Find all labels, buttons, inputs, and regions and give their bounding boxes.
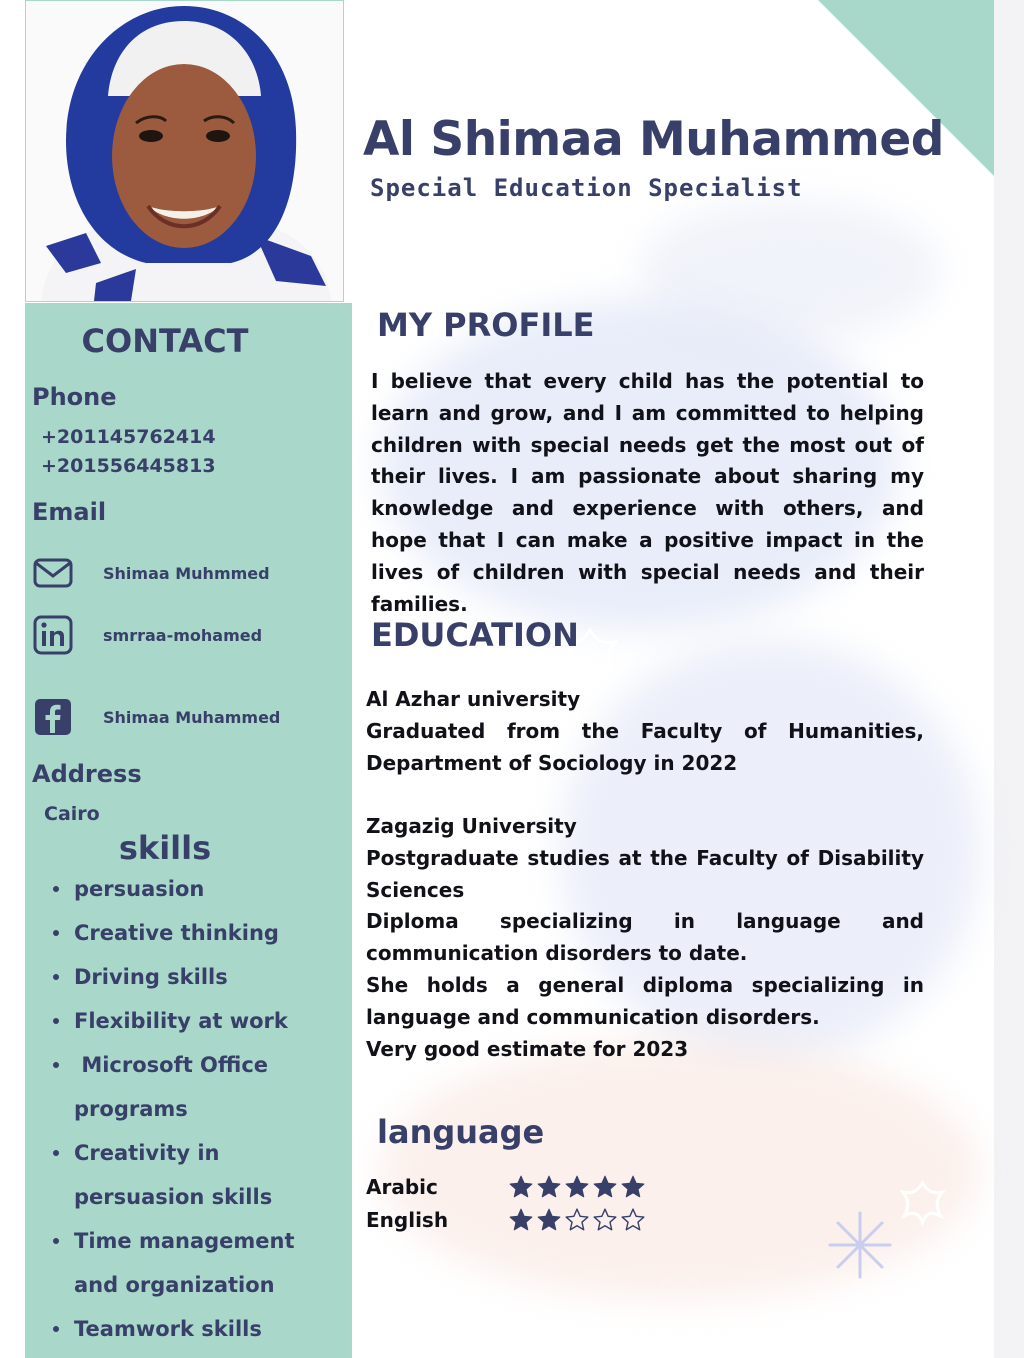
profile-text: I believe that every child has the potential to learn and grow, and I am committed to helping children with special needs get the most out of their lives. I am passionate about sharing my knowledge and experience with others, and hope that I can make a positive impact in the lives of children with special needs and their families. xyxy=(371,369,924,616)
skills-list xyxy=(40,867,340,1351)
skills-heading: skills xyxy=(118,829,212,867)
email-label: Email xyxy=(32,498,107,526)
star-filled-icon xyxy=(620,1174,646,1200)
linkedin-text: smrraa-mohamed xyxy=(103,625,263,645)
language-name: English xyxy=(366,1208,449,1232)
star-empty-icon xyxy=(564,1207,590,1233)
education-entry xyxy=(366,811,924,1065)
education-detail: She holds a general diploma specializing in language and communication disorders. xyxy=(366,972,924,1029)
education-heading: EDUCATION xyxy=(371,616,579,654)
list-item: Driving skills xyxy=(40,955,340,999)
list-item: Microsoft Office programs xyxy=(40,1043,340,1131)
person-name: Al Shimaa Muhammed xyxy=(363,112,944,167)
star-filled-icon xyxy=(508,1207,534,1233)
star-filled-icon xyxy=(536,1174,562,1200)
star-rating xyxy=(508,1174,646,1200)
education-detail: Graduated from the Faculty of Humanities, Department of Sociology in 2022 xyxy=(366,718,924,775)
list-item: Teamwork skills xyxy=(40,1307,340,1351)
facebook-icon xyxy=(32,696,74,738)
language-name: Arabic xyxy=(366,1175,438,1199)
list-item: Time management and organization xyxy=(40,1219,340,1307)
address-label: Address xyxy=(32,760,142,788)
address-value: Cairo xyxy=(44,803,100,825)
watercolor-wash xyxy=(640,200,940,340)
phone-label: Phone xyxy=(32,383,117,411)
star-empty-icon xyxy=(620,1207,646,1233)
list-item: Creativity in persuasion skills xyxy=(40,1131,340,1219)
linkedin-item[interactable] xyxy=(32,615,263,655)
linkedin-icon xyxy=(32,614,74,656)
star-empty-icon xyxy=(592,1207,618,1233)
page-margin xyxy=(994,0,1024,1358)
language-heading: language xyxy=(377,1113,545,1151)
language-row xyxy=(366,1174,646,1200)
star-filled-icon xyxy=(592,1174,618,1200)
education-detail: Diploma specializing in language and communication disorders to date. xyxy=(366,909,924,966)
flower-doodle-icon xyxy=(895,1175,950,1230)
profile-heading: MY PROFILE xyxy=(377,306,595,344)
contact-heading: CONTACT xyxy=(81,322,249,360)
list-item: Creative thinking xyxy=(40,911,340,955)
phone-number[interactable]: +201556445813 xyxy=(41,455,216,477)
email-item[interactable] xyxy=(32,553,270,593)
list-item: persuasion xyxy=(40,867,340,911)
star-rating xyxy=(508,1207,646,1233)
school-name: Al Azhar university xyxy=(366,687,581,711)
star-filled-icon xyxy=(564,1174,590,1200)
email-text: Shimaa Muhmmed xyxy=(103,563,270,583)
education-entry xyxy=(366,684,924,779)
job-title: Special Education Specialist xyxy=(370,174,803,202)
envelope-icon xyxy=(32,552,74,594)
phone-number[interactable]: +201145762414 xyxy=(41,426,216,448)
profile-photo xyxy=(25,0,344,302)
school-name: Zagazig University xyxy=(366,814,577,838)
list-item: Flexibility at work xyxy=(40,999,340,1043)
facebook-text: Shimaa Muhammed xyxy=(103,707,281,727)
education-detail: Postgraduate studies at the Faculty of Disability Sciences xyxy=(366,845,924,902)
facebook-item[interactable] xyxy=(32,697,281,737)
education-detail: Very good estimate for 2023 xyxy=(366,1036,689,1061)
star-filled-icon xyxy=(508,1174,534,1200)
starburst-doodle-icon xyxy=(820,1205,900,1285)
star-filled-icon xyxy=(536,1207,562,1233)
language-row xyxy=(366,1207,646,1233)
